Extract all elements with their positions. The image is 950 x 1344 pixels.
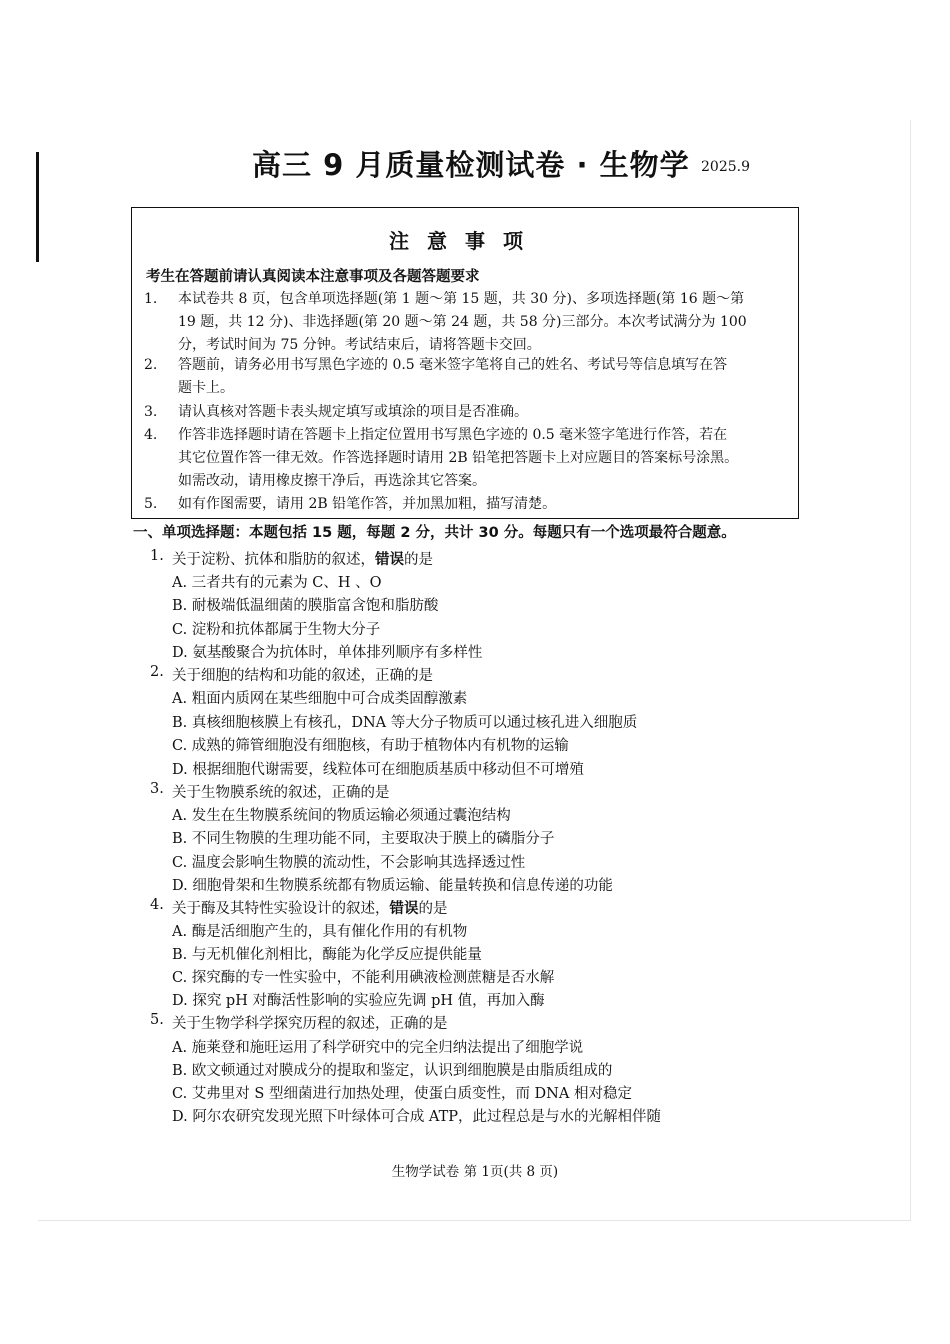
option: C. 艾弗里对 S 型细菌进行加热处理，使蛋白质变性，而 DNA 相对稳定 xyxy=(172,1086,632,1102)
option: D. 阿尔农研究发现光照下叶绿体可合成 ATP，此过程总是与水的光解相伴随 xyxy=(172,1109,662,1125)
notice-line: 分，考试时间为 75 分钟。考试结束后，请将答题卡交回。 xyxy=(178,337,541,353)
notice-line: 如有作图需要，请用 2B 铅笔作答，并加黑加粗，描写清楚。 xyxy=(178,496,557,512)
option: A. 三者共有的元素为 C、H 、O xyxy=(172,575,382,591)
notice-item xyxy=(144,493,792,516)
question-number: 1. xyxy=(150,548,164,564)
notice-item xyxy=(144,354,792,400)
notice-line: 本试卷共 8 页，包含单项选择题(第 1 题～第 15 题，共 30 分)、多项选择题(第 16 题～第 xyxy=(178,291,745,307)
header xyxy=(0,143,950,187)
exam-date: 2025.9 xyxy=(701,159,750,175)
notice-item-number: 5. xyxy=(144,496,158,512)
question-number: 2. xyxy=(150,664,164,680)
notice-line: 如需改动，请用橡皮擦干净后，再选涂其它答案。 xyxy=(178,473,486,489)
notice-item-number: 3. xyxy=(144,404,158,420)
stem-emphasis: 错误 xyxy=(375,552,404,568)
question-number: 5. xyxy=(150,1012,164,1028)
option: A. 酶是活细胞产生的，具有催化作用的有机物 xyxy=(172,924,468,940)
notice-item-number: 2. xyxy=(144,357,158,373)
option: C. 探究酶的专一性实验中，不能利用碘液检测蔗糖是否水解 xyxy=(172,970,555,986)
notice-line: 作答非选择题时请在答题卡上指定位置用书写黑色字迹的 0.5 毫米签字笔进行作答，若在 xyxy=(178,427,728,443)
notice-box xyxy=(131,207,799,519)
option: D. 氨基酸聚合为抗体时，单体排列顺序有多样性 xyxy=(172,645,483,661)
stem-emphasis: 错误 xyxy=(389,901,419,917)
notice-line: 答题前，请务必用书写黑色字迹的 0.5 毫米签字笔将自己的姓名、考试号等信息填写在答 xyxy=(178,357,728,373)
notice-lead: 考生在答题前请认真阅读本注意事项及各题答题要求 xyxy=(146,269,480,285)
notice-item xyxy=(144,401,792,424)
notice-title: 注意事项 xyxy=(389,229,541,253)
notice-line: 请认真核对答题卡表头规定填写或填涂的项目是否准确。 xyxy=(178,404,528,420)
option: C. 淀粉和抗体都属于生物大分子 xyxy=(172,622,381,638)
option: A. 粗面内质网在某些细胞中可合成类固醇激素 xyxy=(172,691,468,707)
question-stem: 关于生物膜系统的叙述，正确的是 xyxy=(172,785,390,801)
notice-line: 题卡上。 xyxy=(178,380,234,396)
question-stem: 关于淀粉、抗体和脂肪的叙述，错误的是 xyxy=(172,552,433,568)
notice-line: 19 题，共 12 分)、非选择题(第 20 题～第 24 题，共 58 分)三部分。本次考试满分为 100 xyxy=(178,314,747,330)
option: B. 耐极端低温细菌的膜脂富含饱和脂肪酸 xyxy=(172,598,439,614)
notice-item xyxy=(144,288,792,358)
notice-line: 其它位置作答一律无效。作答选择题时请用 2B 铅笔把答题卡上对应题目的答案标号涂黑。 xyxy=(178,450,739,466)
question-stem: 关于细胞的结构和功能的叙述，正确的是 xyxy=(172,668,433,684)
question-stem: 关于酶及其特性实验设计的叙述，错误的是 xyxy=(172,901,448,917)
option: D. 细胞骨架和生物膜系统都有物质运输、能量转换和信息传递的功能 xyxy=(172,878,613,894)
section-heading: 一、单项选择题：本题包括 15 题，每题 2 分，共计 30 分。每题只有一个选项最符合题意。 xyxy=(133,525,736,541)
question-number: 3. xyxy=(150,781,164,797)
notice-item-number: 4. xyxy=(144,427,158,443)
question-number: 4. xyxy=(150,897,164,913)
option: C. 成熟的筛管细胞没有细胞核，有助于植物体内有机物的运输 xyxy=(172,738,569,754)
option: B. 与无机催化剂相比，酶能为化学反应提供能量 xyxy=(172,947,482,963)
page-footer: 生物学试卷 第 1页(共 8 页) xyxy=(391,1164,559,1180)
option: B. 不同生物膜的生理功能不同，主要取决于膜上的磷脂分子 xyxy=(172,831,555,847)
exam-title: 高三 9 月质量检测试卷 · 生物学 xyxy=(252,148,690,182)
notice-item xyxy=(144,424,792,493)
option: D. 根据细胞代谢需要，线粒体可在细胞质基质中移动但不可增殖 xyxy=(172,762,584,778)
option: A. 发生在生物膜系统间的物质运输必须通过囊泡结构 xyxy=(172,808,511,824)
option: B. 真核细胞核膜上有核孔，DNA 等大分子物质可以通过核孔进入细胞质 xyxy=(172,715,638,731)
notice-item-number: 1. xyxy=(144,291,158,307)
question-stem: 关于生物学科学探究历程的叙述，正确的是 xyxy=(172,1016,448,1032)
option: A. 施莱登和施旺运用了科学研究中的完全归纳法提出了细胞学说 xyxy=(172,1040,584,1056)
option: D. 探究 pH 对酶活性影响的实验应先调 pH 值，再加入酶 xyxy=(172,993,545,1009)
option: B. 欧文顿通过对膜成分的提取和鉴定，认识到细胞膜是由脂质组成的 xyxy=(172,1063,613,1079)
option: C. 温度会影响生物膜的流动性，不会影响其选择透过性 xyxy=(172,855,526,871)
